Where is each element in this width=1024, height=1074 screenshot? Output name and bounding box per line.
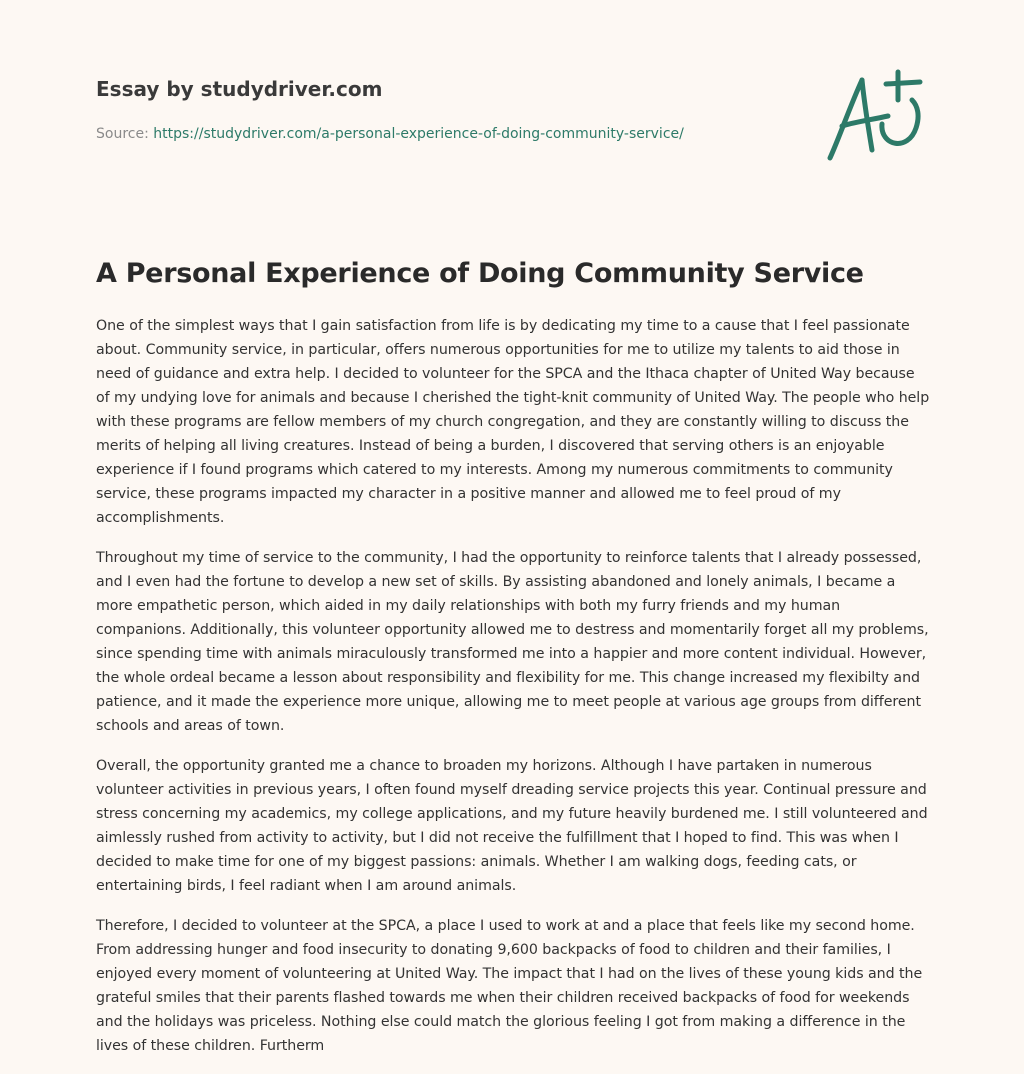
paragraph: Overall, the opportunity granted me a chance to broaden my horizons. Although I have partaken in numerous volunteer activities in previous years, I often found myself dreading service projects this year. Continual pressure and stress concerning my academics, my college applications, and my future heavily burdened me. I still volunteered and aimlessly rushed from activity to activity, but I did not receive the fulfillment that I hoped to find. This was when I decided to make time for one of my biggest passions: animals. Whether I am walking dogs, feeding cats, or entertaining birds, I feel radiant when I am around animals. (96, 758, 928, 894)
source-line (96, 124, 816, 144)
a-plus-logo-icon (820, 66, 930, 166)
paragraph: Therefore, I decided to volunteer at the SPCA, a place I used to work at and a place that feels like my second home. From addressing hunger and food insecurity to donating 9,600 backpacks of food to children and their families, I enjoyed every moment of volunteering at United Way. The impact that I had on the lives of these young kids and the grateful smiles that their parents flashed towards me when their children received backpacks of food for weekends and the holidays was priceless. Nothing else could match the glorious feeling I got from making a difference in the lives of these children. Furtherm (96, 918, 923, 1054)
paragraph: One of the simplest ways that I gain satisfaction from life is by dedicating my time to a cause that I feel passionate about. Community service, in particular, offers numerous opportunities for me to utilize my talents to aid those in need of guidance and extra help. I decided to volunteer for the SPCA and the Ithaca chapter of United Way because of my undying love for animals and because I cherished the tight-knit community of United Way. The people who help with these programs are fellow members of my church congregation, and they are constantly willing to discuss the merits of helping all living creatures. Instead of being a burden, I discovered that serving others is an enjoyable experience if I found programs which catered to my interests. Among my numerous commitments to community service, these programs impacted my character in a positive manner and allowed me to feel proud of my accomplishments. (96, 318, 930, 526)
essay-header (96, 74, 816, 144)
essay-body (96, 314, 930, 1074)
essay-by-heading: Essay by studydriver.com (96, 77, 383, 101)
source-link[interactable]: https://studydriver.com/a-personal-experience-of-doing-community-service/ (153, 126, 684, 142)
paragraph: Throughout my time of service to the community, I had the opportunity to reinforce talents that I already possessed, and I even had the fortune to develop a new set of skills. By assisting abandoned and lonely animals, I became a more empathetic person, which aided in my daily relationships with both my furry friends and my human companions. Additionally, this volunteer opportunity allowed me to destress and momentarily forget all my problems, since spending time with animals miraculously transformed me into a happier and more content individual. However, the whole ordeal became a lesson about responsibility and flexibility for me. This change increased my flexibilty and patience, and it made the experience more unique, allowing me to meet people at various age groups from different schools and areas of town. (96, 550, 929, 734)
essay-title: A Personal Experience of Doing Community Service (96, 258, 864, 289)
source-label: Source: (96, 126, 149, 142)
